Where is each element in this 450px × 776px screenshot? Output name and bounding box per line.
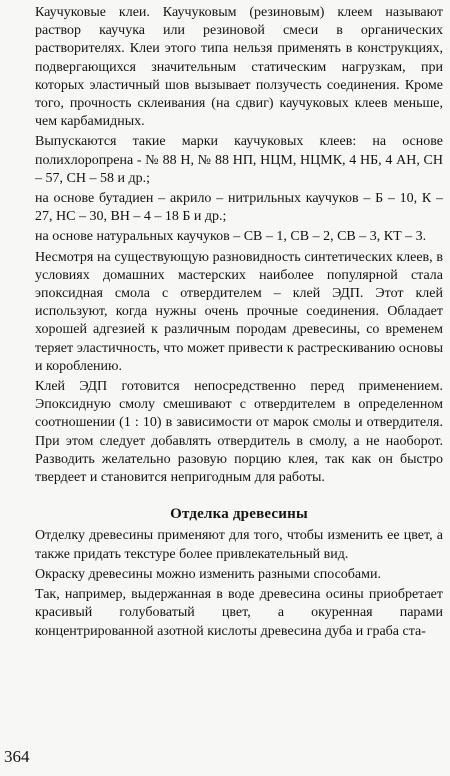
paragraph-coloring-methods: Окраску древесины можно изменить разными способами. [35, 566, 381, 582]
paragraph-coloring-example: Так, например, выдержанная в воде древесина осины приобретает красивый голубоватый цвет, а окуренная парами концентрированной азотной кислоты древесина дуба и граба ста- [35, 587, 443, 639]
paragraph-finishing-purpose: Отделку древесины применяют для того, чтобы изменить ее цвет, а также придать текстуре более привлекательный вид. [35, 528, 443, 562]
paragraph-edp-preparation: Клей ЭДП готовится непосредственно перед применением. Эпоксидную смолу смешивают с отвердителем в определенном соотношении (1 : 10) в зависимости от марок смолы и отвердителя. При этом следует добавлять отвердитель в смолу, а не наоборот. Разводить желательно разовую порцию клея, так как он быстро твердеет и становится непригодным для работы. [35, 379, 443, 486]
page-number: 364 [4, 747, 30, 766]
paragraph-epoxy-popularity: Несмотря на существующую разновидность синтетических клеев, в условиях домашних мастерских наиболее популярной стала эпоксидная смола с отвердителем – клей ЭДП. Этот клей используют, когда нужны очень прочные соединения. Обладает хорошей адгезией к различным породам древесины, со временем теряет эластичность, что может привести к растрескиванию основы и короблению. [35, 249, 443, 374]
paragraph-rubber-grades: Выпускаются такие марки каучуковых клеев: на основе полихлоропрена - № 88 Н, № 88 НП, НЦМ, НЦМК, 4 НБ, 4 АН, СН – 57, СН – 58 и др.; [35, 134, 443, 186]
paragraph-butadiene: на основе бутадиен – акрило – нитрильных каучуков – Б – 10, К – 27, НС – 30, ВН – 4 – 18 Б и др.; [35, 191, 443, 225]
page-text [35, 4, 443, 643]
section-title: Отделка древесины [170, 506, 308, 523]
paragraph-natural-rubber: на основе натуральных каучуков – СВ – 1, СВ – 2, СВ – 3, КТ – 3. [35, 229, 427, 245]
paragraph-rubber-glues: Каучуковые клеи. Каучуковым (резиновым) клеем называют раствор каучука или резиновой смеси в органических растворителях. Клеи этого типа нельзя применять в конструкциях, подвергающихся значительным статическим нагрузкам, при которых эластичный шов вызывает ползучесть соединения. Кроме того, прочность склеивания (на сдвиг) каучуковых клеев меньше, чем карбамидных. [35, 5, 443, 130]
